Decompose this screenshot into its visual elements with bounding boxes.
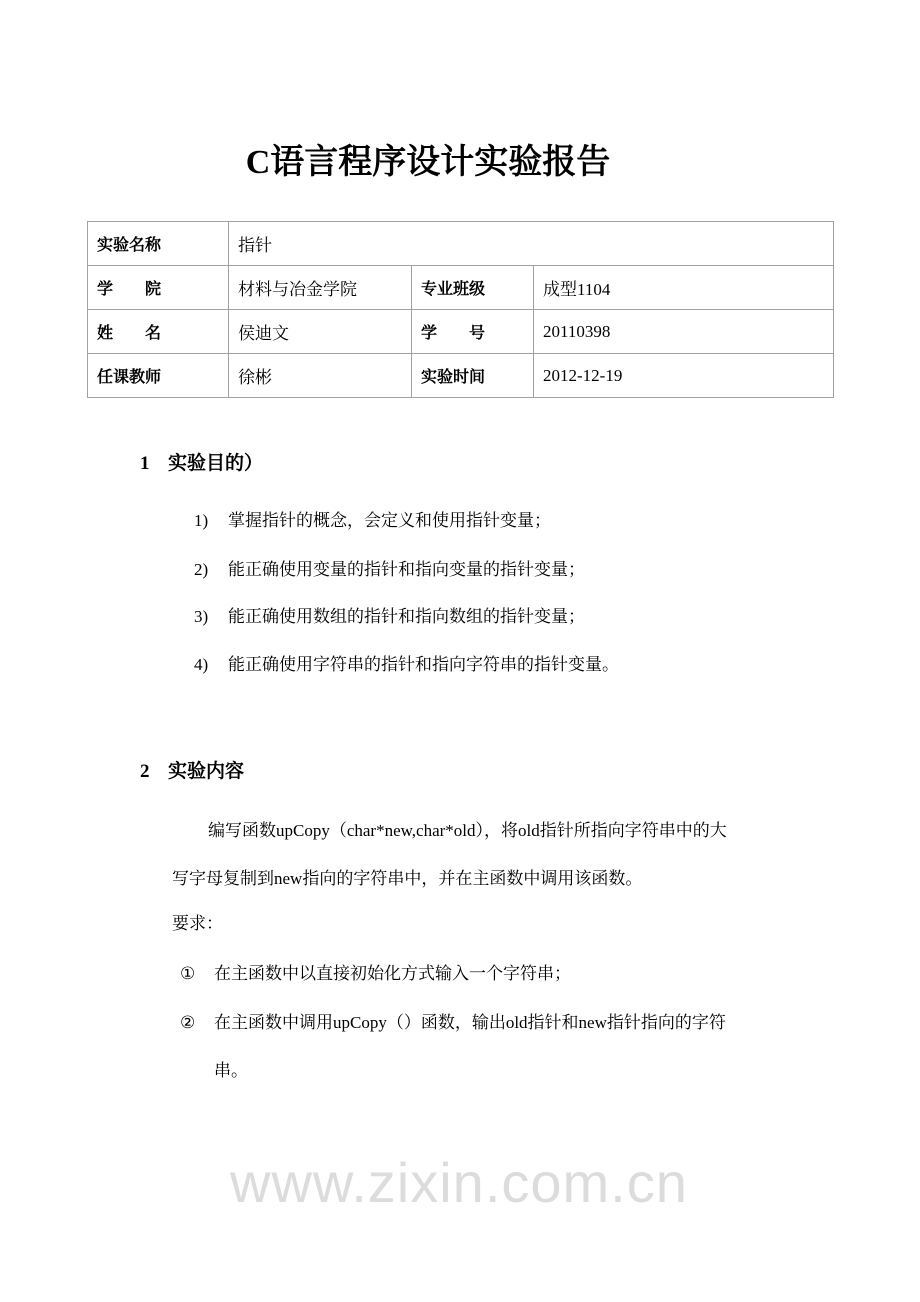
section1-heading [140,448,263,475]
item-text: 能正确使用变量的指针和指向变量的指针变量； [228,560,585,579]
experiment-name-label: 实验名称 [88,222,229,266]
name-label: 姓 名 [88,310,229,354]
table-row [88,354,834,398]
section-number: 1 [140,453,150,474]
list-item [194,555,585,580]
page-title: C语言程序设计实验报告 [245,144,611,181]
item-number: 2) [194,560,209,579]
watermark: www.zixin.com.cn [230,1151,688,1214]
table-row [88,222,834,266]
paragraph-line: 写字母复制到new指向的字符串中，并在主函数中调用该函数。 [172,869,643,888]
table-row [88,310,834,354]
item-number: ② [180,1013,196,1032]
requirement-continuation: 串。 [214,1061,248,1080]
date-value: 2012-12-19 [534,354,834,398]
paragraph-line: 编写函数upCopy（char*new,char*old），将old指针所指向字符串中的大 [208,821,727,840]
experiment-name-value: 指针 [229,222,834,266]
date-label: 实验时间 [412,354,534,398]
college-value: 材料与冶金学院 [229,266,412,310]
item-number: 3) [194,607,209,626]
item-number: ① [180,964,196,983]
student-id-label: 学 号 [412,310,534,354]
list-item [194,506,551,531]
college-label: 学 院 [88,266,229,310]
section-title: 实验目的） [168,453,264,474]
list-item [194,602,585,627]
item-text: 能正确使用字符串的指针和指向字符串的指针变量。 [228,655,619,674]
item-number: 1) [194,511,209,530]
item-text: 能正确使用数组的指针和指向数组的指针变量； [228,607,585,626]
requirement-item [180,959,571,984]
teacher-label: 任课教师 [88,354,229,398]
item-text: 掌握指针的概念，会定义和使用指针变量； [228,511,551,530]
requirements-label: 要求： [172,914,223,933]
item-text: 在主函数中以直接初始化方式输入一个字符串； [214,964,571,983]
table-row [88,266,834,310]
section-title: 实验内容 [168,761,245,782]
item-text: 在主函数中调用upCopy（）函数，输出old指针和new指针指向的字符 [214,1013,726,1032]
info-table [87,221,834,398]
class-value: 成型1104 [534,266,834,310]
teacher-value: 徐彬 [229,354,412,398]
student-id-value: 20110398 [534,310,834,354]
class-label: 专业班级 [412,266,534,310]
requirement-item [180,1008,726,1033]
item-number: 4) [194,655,209,674]
section2-heading [140,756,244,783]
section-number: 2 [140,761,150,782]
list-item [194,650,619,675]
name-value: 侯迪文 [229,310,412,354]
